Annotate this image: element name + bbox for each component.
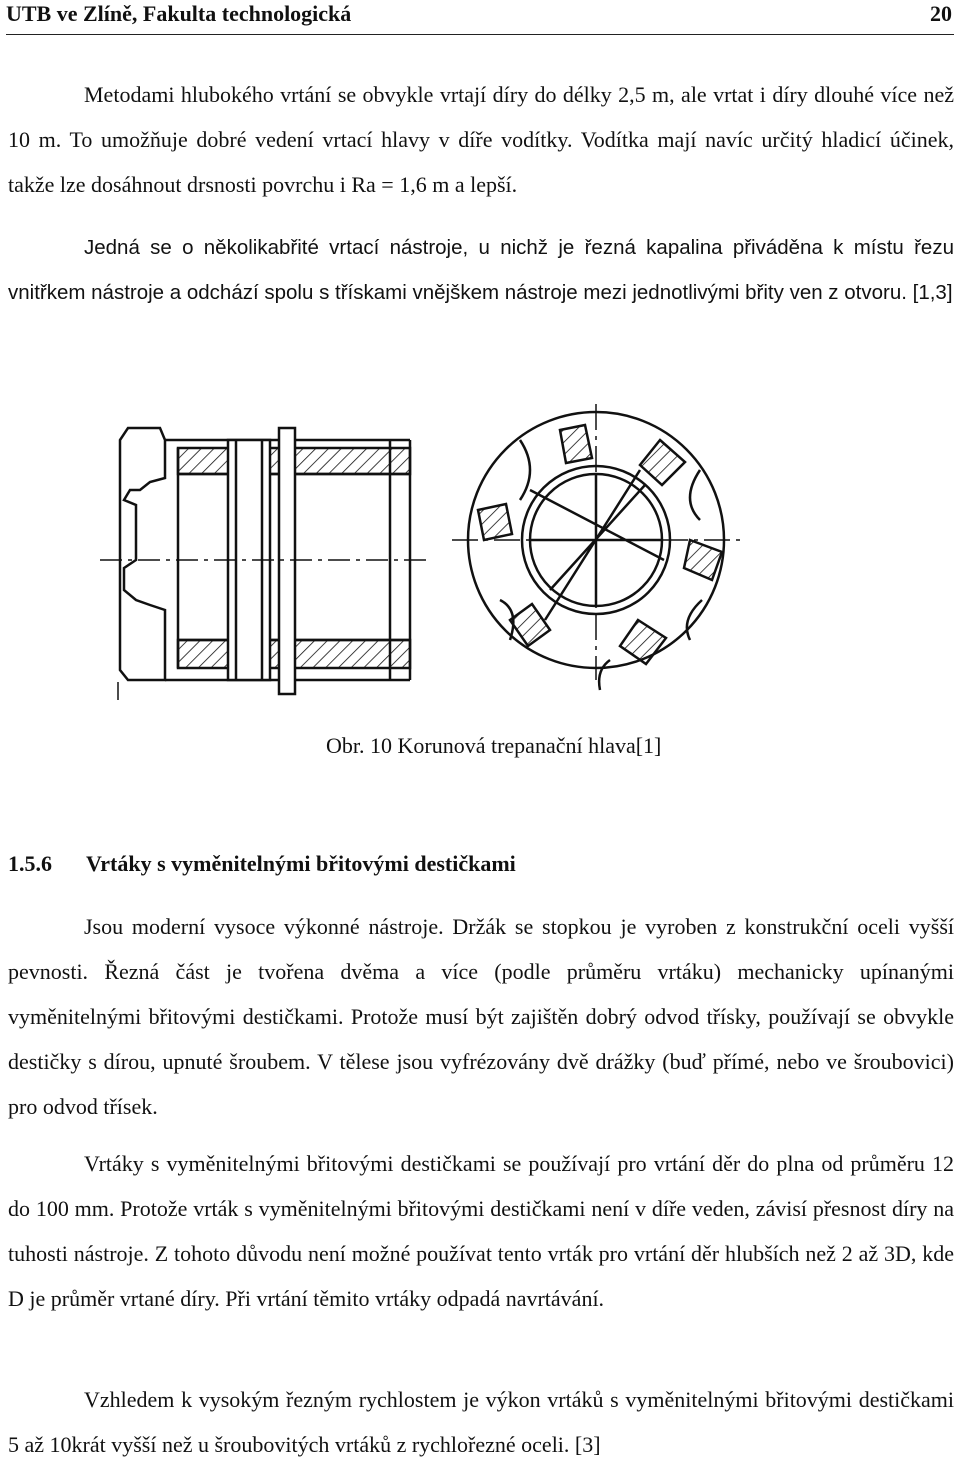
side-view-drawing <box>100 428 430 700</box>
section-title: Vrtáky s vyměnitelnými břitovými destičkami <box>86 851 516 876</box>
section-heading <box>8 851 516 877</box>
paragraph-deep-drilling: Metodami hlubokého vrtání se obvykle vrtají díry do délky 2,5 m, ale vrtat i díry dlouhé více než 10 m. To umožňuje dobré vedení vrtací hlavy v díře vodítky. Vodítka mají navíc určitý hladicí účinek, takže lze dosáhnout drsnosti povrchu i Ra = 1,6 m a lepší. <box>8 82 954 197</box>
section-number: 1.5.6 <box>8 851 52 876</box>
end-view-drawing <box>452 404 740 690</box>
paragraph-performance: Vzhledem k vysokým řezným rychlostem je výkon vrtáků s vyměnitelnými břitovými destičkami 5 až 10krát vyšší než u šroubovitých vrtáků z rychlořezné oceli. [3] <box>8 1387 954 1457</box>
paragraph-insert-drills: Jsou moderní vysoce výkonné nástroje. Držák se stopkou je vyroben z konstrukční oceli vyšší pevnosti. Řezná část je tvořena dvěma a více (podle průměru vrtáku) mechanicky upínanými vyměnitelnými břitovými destičkami. Protože musí být zajištěn dobrý odvod třísky, používají se obvykle destičky s dírou, upnuté šroubem. V tělese jsou vyfrézovány dvě drážky (buď přímé, nebo ve šroubovici) pro odvod třísek. <box>8 914 954 1119</box>
figure-caption: Obr. 10 Korunová trepanační hlava[1] <box>326 733 662 758</box>
paragraph-insert-drill-use: Vrtáky s vyměnitelnými břitovými destičkami se používají pro vrtání děr do plna od průměru 12 do 100 mm. Protože vrták s vyměnitelnými břitovými destičkami není v díře veden, závisí přesnost díry na tuhosti nástroje. Z tohoto důvodu není možné používat tento vrták pro vrtání děr hlubších než 2 až 3D, kde D je průměr vrtané díry. Při vrtání těmito vrtáky odpadá navrtávání. <box>8 1151 954 1311</box>
page-number: 20 <box>930 1 952 26</box>
paragraph-multi-edge-tools: Jedná se o několikabřité vrtací nástroje, u nichž je řezná kapalina přiváděna k místu řezu vnitřkem nástroje a odchází spolu s třískami vnějškem nástroje mezi jednotlivými břity ven z otvoru. [1,3] <box>8 236 954 304</box>
header-title: UTB ve Zlíně, Fakulta technologická <box>6 1 352 26</box>
